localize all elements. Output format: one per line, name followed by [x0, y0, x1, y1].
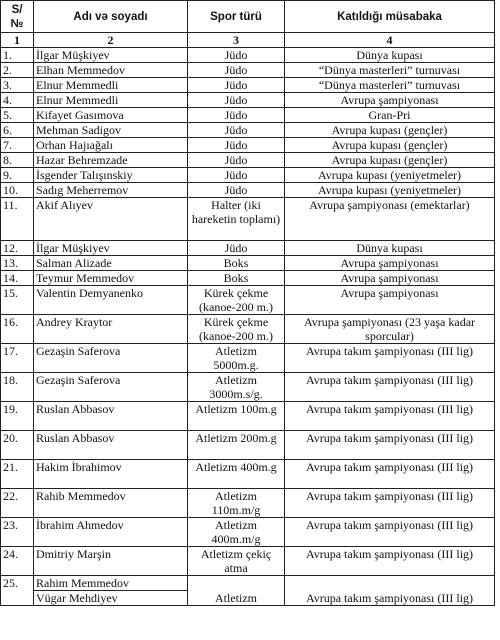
table-row: [1, 402, 495, 431]
competition: Avrupa kupası (gençler): [285, 138, 495, 153]
row-number: 10.: [1, 183, 34, 198]
header-sport: Spor türü: [188, 1, 285, 33]
sport-type: Boks: [188, 256, 285, 271]
table-row: [1, 460, 495, 489]
table-row: [1, 183, 495, 198]
sport-type: Jüdo: [188, 183, 285, 198]
competition: Avrupa kupası (yeniyetmeler): [285, 183, 495, 198]
row-number: 14.: [1, 271, 34, 286]
sport-type: Kürek çekme (kanoe-200 m.): [188, 286, 285, 315]
table-row: [1, 489, 495, 518]
sport-type: Atletizm 200m.g: [188, 431, 285, 460]
table-header-row: [1, 1, 495, 33]
athlete-name: Elnur Memmedli: [34, 93, 188, 108]
column-index-row: [1, 33, 495, 48]
header-number-line2: №: [10, 17, 24, 30]
athlete-name: Orhan Hajıağalı: [34, 138, 188, 153]
athlete-name: Ruslan Abbasov: [34, 402, 188, 431]
sport-type: Atletizm 5000m.g.: [188, 344, 285, 373]
index-cell: 4: [285, 33, 495, 48]
athlete-name: Rahib Memmedov: [34, 489, 188, 518]
sport-type: Halter (iki hareketin toplamı): [188, 198, 285, 241]
athlete-name: Gezaşin Saferova: [34, 373, 188, 402]
competition: Avrupa takım şampiyonası (III lig): [285, 431, 495, 460]
sport-type: Jüdo: [188, 138, 285, 153]
competition: “Dünya masterleri” turnuvası: [285, 63, 495, 78]
table-row: [1, 198, 495, 241]
sport-type: Jüdo: [188, 48, 285, 63]
athlete-name: Valentin Demyanenko: [34, 286, 188, 315]
table-row: [1, 271, 495, 286]
athlete-name: Gezaşin Saferova: [34, 344, 188, 373]
table-row: [1, 63, 495, 78]
table-row: [1, 518, 495, 547]
competition: Avrupa kupası (gençler): [285, 123, 495, 138]
table-row: [1, 286, 495, 315]
row-number: 3.: [1, 78, 34, 93]
table-row: [1, 48, 495, 63]
athlete-name: Elnur Memmedli: [34, 78, 188, 93]
athlete-name: Kifayet Gasımova: [34, 108, 188, 123]
competition: Avrupa takım şampiyonası (III lig): [285, 518, 495, 547]
sport-type: Jüdo: [188, 63, 285, 78]
table-row: [1, 431, 495, 460]
row-number: 19.: [1, 402, 34, 431]
athlete-name: Mehman Sadigov: [34, 123, 188, 138]
table-row: [1, 123, 495, 138]
table-row: [1, 344, 495, 373]
table-row: [1, 315, 495, 344]
table-row: [1, 108, 495, 123]
row-number: 1.: [1, 48, 34, 63]
row-number: 22.: [1, 489, 34, 518]
table-row: [1, 78, 495, 93]
competition: Avrupa takım şampiyonası (III lig): [285, 547, 495, 576]
competition: Avrupa takım şampiyonası (III lig): [285, 402, 495, 431]
row-number: 18.: [1, 373, 34, 402]
athlete-name: İbrahim Ahmedov: [34, 518, 188, 547]
athlete-name: İlgar Müşkiyev: [34, 241, 188, 256]
sport-type: Atletizm 100m.g: [188, 402, 285, 431]
row-number: 8.: [1, 153, 34, 168]
athlete-name: Sadıg Meherremov: [34, 183, 188, 198]
sport-type: Jüdo: [188, 93, 285, 108]
sport-type: Atletizm 400m.m/g: [188, 518, 285, 547]
competition: Dünya kupası: [285, 241, 495, 256]
competition: Avrupa şampiyonası: [285, 271, 495, 286]
row-number: 17.: [1, 344, 34, 373]
row-number: 2.: [1, 63, 34, 78]
table-row: [1, 153, 495, 168]
header-event: Katıldığı müsabaka: [285, 1, 495, 33]
row-number: 13.: [1, 256, 34, 271]
competition: Avrupa şampiyonası: [285, 286, 495, 315]
row-number: 7.: [1, 138, 34, 153]
sport-type: Atletizm 3000m.s/g.: [188, 373, 285, 402]
table-row: [1, 256, 495, 271]
row-number: 4.: [1, 93, 34, 108]
competition: Avrupa şampiyonası: [285, 93, 495, 108]
athlete-name: Elhan Memmedov: [34, 63, 188, 78]
row-number: 25.: [1, 576, 34, 606]
table-row: [1, 138, 495, 153]
competition: Avrupa takım şampiyonası (III lig): [285, 373, 495, 402]
row-number: 12.: [1, 241, 34, 256]
sport-type: Boks: [188, 271, 285, 286]
sport-type: Jüdo: [188, 108, 285, 123]
table-row: [1, 373, 495, 402]
competition: Avrupa kupası (yeniyetmeler): [285, 168, 495, 183]
header-number-line1: S/: [11, 3, 23, 16]
header-number: [1, 1, 34, 33]
table-row: [1, 93, 495, 108]
sport-type: Jüdo: [188, 123, 285, 138]
table-row: [1, 576, 495, 591]
competition: Avrupa takım şampiyonası (III lig): [285, 344, 495, 373]
table-row: [1, 168, 495, 183]
row-number: 23.: [1, 518, 34, 547]
table-row: [1, 241, 495, 256]
competition: Avrupa şampiyonası (emektarlar): [285, 198, 495, 241]
athlete-name: Teymur Memmedov: [34, 271, 188, 286]
athlete-name: Hazar Behremzade: [34, 153, 188, 168]
row-number: 16.: [1, 315, 34, 344]
row-number: 11.: [1, 198, 34, 241]
competition: Gran-Pri: [285, 108, 495, 123]
athlete-name: Salman Alizade: [34, 256, 188, 271]
table-row: [1, 547, 495, 576]
index-cell: 2: [34, 33, 188, 48]
athlete-name: Hakim İbrahimov: [34, 460, 188, 489]
sport-type: Atletizm: [188, 576, 285, 606]
competition: Avrupa şampiyonası: [285, 256, 495, 271]
competition: “Dünya masterleri” turnuvası: [285, 78, 495, 93]
athlete-name: Rahim Memmedov: [34, 576, 188, 591]
sport-type: Kürek çekme (kanoe-200 m.): [188, 315, 285, 344]
index-cell: 1: [1, 33, 34, 48]
competition: Avrupa takım şampiyonası (III lig): [285, 460, 495, 489]
athlete-name: Dmitriy Marşin: [34, 547, 188, 576]
row-number: 9.: [1, 168, 34, 183]
index-cell: 3: [188, 33, 285, 48]
sport-type: Jüdo: [188, 78, 285, 93]
athlete-name: Ruslan Abbasov: [34, 431, 188, 460]
row-number: 5.: [1, 108, 34, 123]
athlete-name: Akif Alıyev: [34, 198, 188, 241]
competition: Avrupa takım şampiyonası (III lig): [285, 576, 495, 606]
table-body: [1, 48, 495, 606]
row-number: 20.: [1, 431, 34, 460]
athlete-name: İsgender Talışınskiy: [34, 168, 188, 183]
competition: Avrupa takım şampiyonası (III lig): [285, 489, 495, 518]
athlete-name: Vügar Mehdiyev: [34, 591, 188, 606]
row-number: 21.: [1, 460, 34, 489]
sport-type: Atletizm çekiç atma: [188, 547, 285, 576]
sport-type: Atletizm 400m.g: [188, 460, 285, 489]
header-name: Adı və soyadı: [34, 1, 188, 33]
row-number: 24.: [1, 547, 34, 576]
sport-type: Jüdo: [188, 153, 285, 168]
athlete-name: Andrey Kraytor: [34, 315, 188, 344]
row-number: 15.: [1, 286, 34, 315]
sport-type: Jüdo: [188, 168, 285, 183]
row-number: 6.: [1, 123, 34, 138]
sport-type: Jüdo: [188, 241, 285, 256]
competition: Avrupa şampiyonası (23 yaşa kadar sporcular): [285, 315, 495, 344]
athlete-name: İlgar Müşkiyev: [34, 48, 188, 63]
sport-type: Atletizm 110m.m/g: [188, 489, 285, 518]
competition: Avrupa kupası (gençler): [285, 153, 495, 168]
competition: Dünya kupası: [285, 48, 495, 63]
